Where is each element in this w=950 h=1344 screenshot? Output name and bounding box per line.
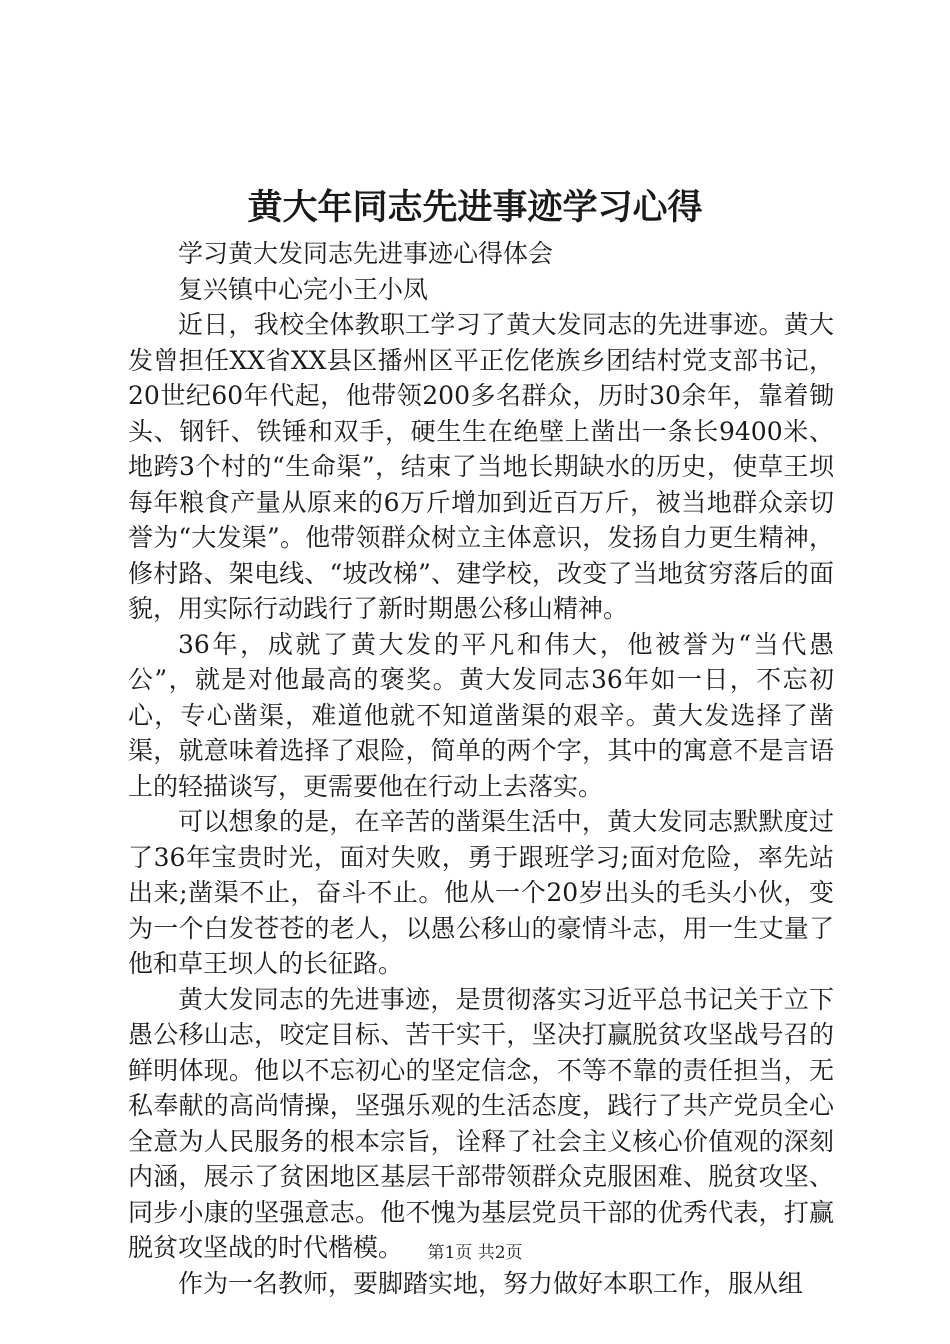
document-body: [128, 236, 834, 1301]
author-paragraph: 复兴镇中心完小王小凤: [178, 274, 429, 304]
body-paragraph-4: 黄大发同志的先进事迹，是贯彻落实习近平总书记关于立下愚公移山志，咬定目标、苦干实干，坚决打赢脱贫攻坚战号召的鲜明体现。他以不忘初心的坚定信念，不等不靠的责任担当，无私奉献的高尚情操，坚强乐观的生活态度，践行了共产党员全心全意为人民服务的根本宗旨，诠释了社会主义核心价值观的深刻内涵，展示了贫困地区基层干部带领群众克服困难、脱贫攻坚、同步小康的坚强意志。他不愧为基层党员干部的优秀代表，打赢脱贫攻坚战的时代楷模。: [128, 984, 834, 1262]
document-title: 黄大年同志先进事迹学习心得: [247, 187, 703, 228]
page-number-footer: 第1页 共2页: [427, 1243, 523, 1263]
body-paragraph-3: 可以想象的是，在辛苦的凿渠生活中，黄大发同志默默度过了36年宝贵时光，面对失败，勇于跟班学习;面对危险，率先站出来;凿渠不止，奋斗不止。他从一个20岁出头的毛头小伙，变为一个白发苍苍的老人，以愚公移山的豪情斗志，用一生丈量了他和草王坝人的长征路。: [128, 807, 834, 978]
body-paragraph-2: 36年，成就了黄大发的平凡和伟大，他被誉为“当代愚公”，就是对他最高的褒奖。黄大发同志36年如一日，不忘初心，专心凿渠，难道他就不知道凿渠的艰辛。黄大发选择了凿渠，就意味着选择了艰险，简单的两个字，其中的寓意不是言语上的轻描谈写，更需要他在行动上去落实。: [128, 629, 834, 801]
body-paragraph-1: 近日，我校全体教职工学习了黄大发同志的先进事迹。黄大发曾担任XX省XX县区播州区平正仡佬族乡团结村党支部书记，20世纪60年代起，他带领200多名群众，历时30余年，靠着锄头、钢钎、铁锤和双手，硬生生在绝壁上凿出一条长9400米、地跨3个村的“生命渠”，结束了当地长期缺水的历史，使草王坝每年粮食产量从原来的6万斤增加到近百万斤，被当地群众亲切誉为“大发渠”。他带领群众树立主体意识，发扬自力更生精神，修村路、架电线、“坡改梯”、建学校，改变了当地贫穷落后的面貌，用实际行动践行了新时期愚公移山精神。: [128, 310, 834, 623]
subtitle-paragraph: 学习黄大发同志先进事迹心得体会: [178, 239, 554, 268]
body-paragraph-5: 作为一名教师，要脚踏实地，努力做好本职工作，服从组: [178, 1268, 804, 1298]
